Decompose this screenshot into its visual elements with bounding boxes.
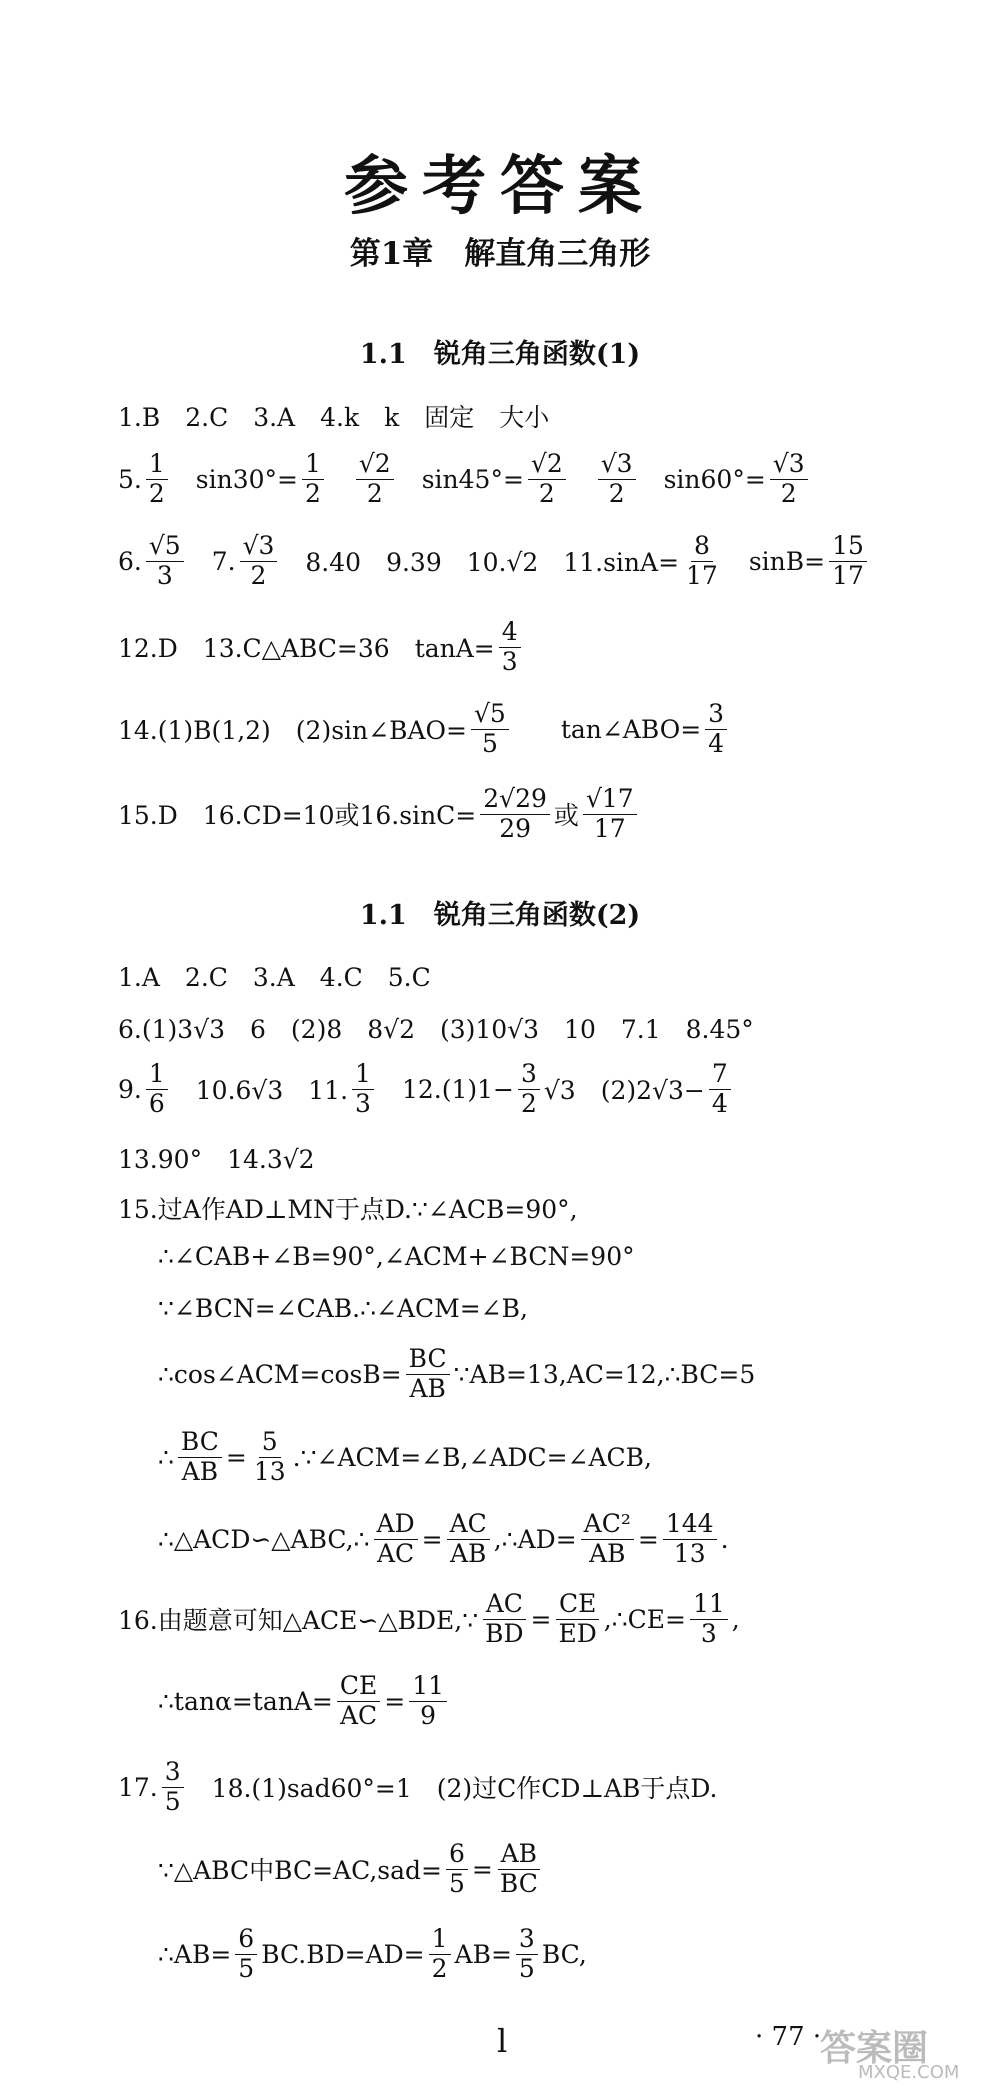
answer-text: ∴AB= — [158, 1939, 232, 1969]
answer-text: AB= — [454, 1939, 512, 1969]
answer-text: 6. — [118, 546, 142, 576]
answer-text: tan∠ABO= — [560, 714, 702, 744]
answer-text: = — [637, 1524, 659, 1554]
watermark-url: MXQE.COM — [858, 2062, 960, 2083]
fraction: $\frac{11}{3}$ — [690, 1590, 728, 1649]
answer-line-13 — [158, 1294, 528, 1323]
answer-line-11 — [118, 1190, 578, 1226]
answer-line-12 — [158, 1242, 635, 1271]
answer-text: ∴cos∠ACM=cosB= — [158, 1359, 402, 1389]
answer-text: ∵△ABC中BC=AC,sad= — [158, 1856, 442, 1886]
answer-text: = — [471, 1854, 493, 1884]
answer-text: ∴△ACD∽△ABC,∴ — [158, 1524, 370, 1554]
fraction: $\frac{144}{13}$ — [663, 1510, 717, 1569]
answer-text: .∵∠ACM=∠B,∠ADC=∠ACB, — [292, 1442, 653, 1472]
page-number: · 77 · — [755, 2022, 822, 2052]
fraction: $\frac{8}{17}$ — [686, 531, 718, 590]
answer-text: 1.B 2.C 3.A 4.k k 固定 大小 — [118, 403, 550, 432]
fraction: $\frac{√3}{2}$ — [240, 532, 278, 591]
answer-text: 12.(1)1− — [401, 1074, 514, 1104]
answer-line-4 — [118, 618, 525, 677]
fraction: $\frac{√2}{2}$ — [528, 450, 566, 509]
answer-line-9 — [118, 1060, 735, 1119]
answer-text: ∴ — [158, 1442, 174, 1472]
answer-line-8 — [118, 1010, 754, 1046]
fraction: $\frac{5}{13}$ — [253, 1427, 286, 1486]
fraction: $\frac{1}{2}$ — [146, 450, 168, 509]
fraction: $\frac{√3}{2}$ — [770, 450, 808, 509]
fraction: $\frac{2√29}{29}$ — [480, 785, 550, 844]
fraction: $\frac{6}{5}$ — [235, 1925, 257, 1984]
answer-text: 1.A 2.C 3.A 4.C 5.C — [118, 963, 431, 992]
fraction: $\frac{7}{4}$ — [709, 1060, 731, 1119]
fraction: $\frac{3}{5}$ — [516, 1925, 538, 1984]
answer-text: BC.BD=AD= — [261, 1939, 425, 1969]
answer-line-5 — [118, 700, 731, 759]
answer-line-16 — [158, 1510, 729, 1569]
fraction: $\frac{6}{5}$ — [446, 1840, 468, 1899]
answer-text: 13.90° 14.3√2 — [118, 1145, 315, 1174]
answer-text: ∴tanα=tanA= — [158, 1686, 333, 1716]
answer-text: √3 (2)2√3− — [543, 1076, 705, 1106]
answer-line-21 — [158, 1925, 587, 1984]
fraction: $\frac{√5}{5}$ — [471, 700, 509, 759]
answer-line-20 — [158, 1840, 545, 1899]
answer-text: 16.由题意可知△ACE∽△BDE,∵ — [118, 1606, 479, 1636]
fraction: $\frac{√2}{2}$ — [356, 450, 394, 509]
fraction: $\frac{AC}{AB}$ — [447, 1510, 490, 1569]
fraction: $\frac{1}{3}$ — [352, 1060, 374, 1119]
watermark-logo: 答案圈 — [820, 2028, 929, 2069]
fraction: $\frac{1}{2}$ — [429, 1925, 451, 1984]
answer-text: sin45°= — [421, 464, 524, 494]
fraction: $\frac{CE}{ED}$ — [555, 1590, 599, 1649]
fraction: $\frac{AD}{AC}$ — [374, 1510, 418, 1569]
answer-text: 12.D 13.C△ABC=36 tanA= — [118, 634, 495, 664]
fraction: $\frac{15}{17}$ — [829, 532, 867, 591]
fraction: $\frac{CE}{AC}$ — [337, 1672, 380, 1731]
answer-line-7 — [118, 958, 431, 994]
answer-text: 5. — [118, 464, 142, 494]
answer-text: ,∴AD= — [493, 1524, 577, 1554]
answer-text: 8.40 9.39 10.√2 11.sinA= — [305, 548, 680, 578]
answer-line-10 — [118, 1140, 315, 1176]
fraction: $\frac{AC}{BD}$ — [482, 1590, 526, 1649]
answer-text: = — [384, 1686, 406, 1716]
fraction: $\frac{√3}{2}$ — [598, 450, 636, 509]
fraction: $\frac{\text{AC²}}{AB}$ — [581, 1510, 634, 1569]
fraction: $\frac{1}{6}$ — [146, 1060, 168, 1119]
answer-text: sin60°= — [663, 464, 766, 494]
chapter-heading: 第1章 解直角三角形 — [349, 236, 651, 272]
fraction: $\frac{3}{4}$ — [705, 700, 727, 759]
answer-line-6 — [118, 785, 641, 844]
answer-text: 6.(1)3√3 6 (2)8 8√2 (3)10√3 10 7.1 8.45° — [118, 1015, 754, 1044]
answer-text: BC, — [541, 1939, 587, 1969]
answer-line-1 — [118, 398, 549, 434]
answer-text: = — [225, 1442, 247, 1472]
answer-text: 或 — [553, 801, 579, 831]
answer-text: 15.D 16.CD=10或16.sinC= — [118, 801, 477, 831]
answer-text: , — [731, 1604, 740, 1634]
answer-text: 7. — [211, 546, 236, 576]
answer-text: ∵AB=13,AC=12,∴BC=5 — [453, 1359, 756, 1389]
answer-text: sinB= — [748, 546, 826, 576]
answer-text: 18.(1)sad60°=1 (2)过C作CD⊥AB于点D. — [211, 1774, 718, 1804]
fraction: $\frac{AB}{BC}$ — [497, 1840, 541, 1899]
answer-text: = — [421, 1524, 443, 1554]
answer-line-14 — [158, 1345, 755, 1404]
fraction: $\frac{11}{9}$ — [409, 1672, 447, 1731]
fraction: $\frac{3}{5}$ — [162, 1758, 184, 1817]
stray-mark: l — [497, 2022, 508, 2060]
answer-text: 15.过A作AD⊥MN于点D.∵∠ACB=90°, — [118, 1195, 578, 1224]
section-heading-2: 1.1 锐角三角函数(2) — [359, 900, 641, 931]
fraction: $\frac{BC}{AB}$ — [406, 1345, 450, 1404]
fraction: $\frac{4}{3}$ — [499, 618, 521, 677]
fraction: $\frac{√17}{17}$ — [583, 785, 637, 844]
fraction: $\frac{√5}{3}$ — [146, 532, 184, 591]
answer-line-3 — [118, 532, 871, 591]
answer-line-17 — [118, 1590, 740, 1649]
answer-text: ,∴CE= — [603, 1604, 686, 1634]
answer-text: 17. — [118, 1772, 158, 1802]
answer-text: 10.6√3 11. — [195, 1076, 349, 1106]
fraction: $\frac{1}{2}$ — [302, 450, 324, 509]
answer-text: = — [530, 1604, 552, 1634]
answer-text: . — [720, 1524, 729, 1554]
page-title: 参考答案 — [344, 149, 656, 224]
answer-line-15 — [158, 1428, 652, 1487]
answer-text: 14.(1)B(1,2) (2)sin∠BAO= — [118, 716, 467, 746]
answer-text: ∴∠CAB+∠B=90°,∠ACM+∠BCN=90° — [158, 1242, 635, 1271]
section-heading-1: 1.1 锐角三角函数(1) — [359, 339, 641, 370]
answer-line-19 — [118, 1758, 718, 1817]
answer-text: sin30°= — [195, 464, 298, 494]
answer-text: 9. — [118, 1074, 142, 1104]
answer-line-18 — [158, 1672, 451, 1731]
fraction: $\frac{BC}{AB}$ — [178, 1428, 222, 1487]
answer-text: ∵∠BCN=∠CAB.∴∠ACM=∠B, — [158, 1294, 528, 1323]
answer-line-2 — [118, 450, 812, 509]
fraction: $\frac{3}{2}$ — [518, 1060, 540, 1119]
